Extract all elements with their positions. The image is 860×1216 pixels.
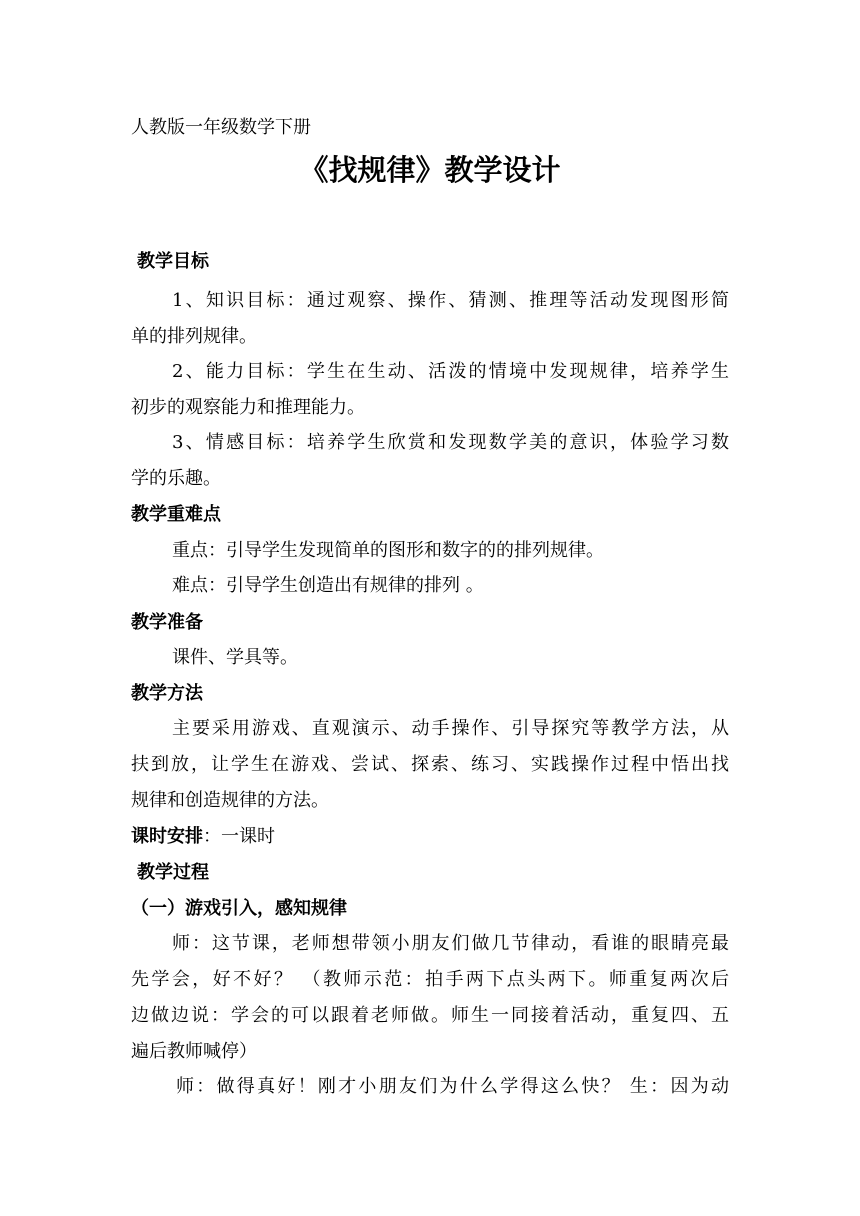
- objective-1-line-1: 1、知识目标：通过观察、操作、猜测、推理等活动发现图形简: [172, 290, 729, 311]
- part-1-line-5: 师：做得真好！刚才小朋友们为什么学得这么快？ 生：因为动: [176, 1076, 729, 1097]
- schedule-row: [131, 824, 275, 850]
- method-line-3: 规律和创造规律的方法。: [131, 790, 329, 811]
- objective-3-line-2: 学的乐趣。: [131, 468, 221, 489]
- method-line-2: 扶到放，让学生在游戏、尝试、探索、练习、实践操作过程中悟出找: [131, 754, 729, 775]
- objective-1-line-2: 单的排列规律。: [131, 326, 257, 347]
- objective-2-line-1: 2、能力目标：学生在生动、活泼的情境中发现规律，培养学生: [172, 361, 729, 382]
- schedule-value: 一课时: [221, 826, 275, 847]
- keypoints-heading: 教学重难点: [131, 504, 221, 525]
- prep-heading: 教学准备: [131, 612, 203, 633]
- objective-2-line-2: 初步的观察能力和推理能力。: [131, 397, 365, 418]
- document-title: 《找规律》教学设计: [299, 153, 561, 187]
- document-subtitle: 人教版一年级数学下册: [131, 117, 311, 138]
- keypoint-text: 重点：引导学生发现简单的图形和数字的的排列规律。: [172, 540, 604, 561]
- part-1-line-4: 遍后教师喊停）: [131, 1041, 257, 1062]
- process-heading: 教学过程: [137, 862, 209, 883]
- part-1-heading: （一）游戏引入，感知规律: [131, 898, 347, 919]
- method-line-1: 主要采用游戏、直观演示、动手操作、引导探究等教学方法，从: [172, 718, 729, 739]
- part-1-line-2: 先学会，好不好？ （教师示范：拍手两下点头两下。师重复两次后: [131, 969, 729, 990]
- part-1-line-3: 边做边说：学会的可以跟着老师做。师生一同接着活动，重复四、五: [131, 1005, 729, 1026]
- difficulty-text: 难点：引导学生创造出有规律的排列 。: [172, 575, 484, 596]
- schedule-label: 课时安排: [131, 826, 203, 847]
- part-1-line-1: 师：这节课，老师想带领小朋友们做几节律动，看谁的眼睛亮最: [172, 933, 729, 954]
- prep-text: 课件、学具等。: [172, 647, 298, 668]
- objective-3-line-1: 3、情感目标：培养学生欣赏和发现数学美的意识，体验学习数: [172, 432, 729, 453]
- objectives-heading: 教学目标: [137, 251, 209, 272]
- schedule-colon: ：: [203, 826, 221, 847]
- method-heading: 教学方法: [131, 683, 203, 704]
